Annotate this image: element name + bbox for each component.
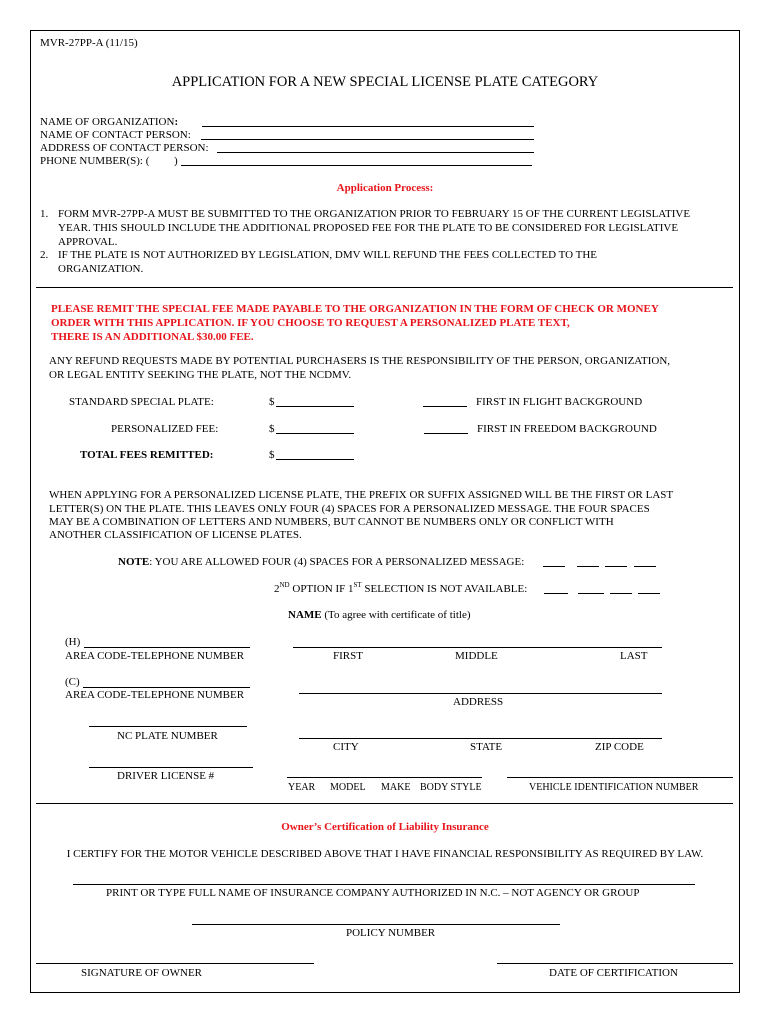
freedom-bg-checkbox[interactable] <box>424 433 468 434</box>
date-field[interactable] <box>497 963 733 964</box>
personalized-line1: WHEN APPLYING FOR A PERSONALIZED LICENSE PLATE, THE PREFIX OR SUFFIX ASSIGNED WILL BE THE FIRST OR LAST <box>49 489 674 501</box>
total-fees-label: TOTAL FEES REMITTED: <box>80 449 214 461</box>
nc-plate-label: NC PLATE NUMBER <box>117 730 218 742</box>
remit-line1: PLEASE REMIT THE SPECIAL FEE MADE PAYABLE TO THE ORGANIZATION IN THE FORM OF CHECK OR MONEY <box>51 303 659 315</box>
contact-person-label: NAME OF CONTACT PERSON: <box>40 129 191 141</box>
refund-line1: ANY REFUND REQUESTS MADE BY POTENTIAL PURCHASERS IS THE RESPONSIBILITY OF THE PERSON, ORGANIZATION, <box>49 355 671 367</box>
driver-license-field[interactable] <box>89 767 253 768</box>
process-item2-line2: ORGANIZATION. <box>58 263 144 275</box>
signature-field[interactable] <box>36 963 314 964</box>
certify-statement: I CERTIFY FOR THE MOTOR VEHICLE DESCRIBED ABOVE THAT I HAVE FINANCIAL RESPONSIBILITY AS REQUIRED BY LAW. <box>66 848 704 860</box>
process-item2-num: 2. <box>40 249 49 261</box>
policy-number-label: POLICY NUMBER <box>346 927 436 939</box>
phone-field[interactable] <box>181 165 532 166</box>
page-title: APPLICATION FOR A NEW SPECIAL LICENSE PLATE CATEGORY <box>171 74 599 90</box>
area-code-label-cell: AREA CODE-TELEPHONE NUMBER <box>65 689 245 701</box>
city-state-zip-field[interactable] <box>299 738 662 739</box>
message-char1-field[interactable] <box>543 566 565 567</box>
phone-label: PHONE NUMBER(S): ( <box>40 155 150 167</box>
message-char3-field[interactable] <box>605 566 627 567</box>
second-option-label: 2ND OPTION IF 1ST SELECTION IS NOT AVAILABLE: <box>274 581 528 595</box>
insurance-heading: Owner’s Certification of Liability Insurance <box>281 821 489 833</box>
contact-person-field[interactable] <box>201 139 534 140</box>
area-code-label-home: AREA CODE-TELEPHONE NUMBER <box>65 650 245 662</box>
vin-label: VEHICLE IDENTIFICATION NUMBER <box>529 782 699 793</box>
state-label: STATE <box>470 741 503 753</box>
middle-name-label: MIDDLE <box>455 650 498 662</box>
org-name-field[interactable] <box>202 126 534 127</box>
phone-paren: ) <box>174 155 178 167</box>
currency-symbol: $ <box>269 449 275 461</box>
date-label: DATE OF CERTIFICATION <box>549 967 678 979</box>
flight-bg-checkbox[interactable] <box>423 406 467 407</box>
address-field[interactable] <box>299 693 662 694</box>
option2-char1-field[interactable] <box>544 593 568 594</box>
process-item1-line2: YEAR. THIS SHOULD INCLUDE THE ADDITIONAL PROPOSED FEE FOR THE PLATE TO BE CONSIDERED FOR LEGISLATIVE <box>58 222 679 234</box>
personalized-fee-label: PERSONALIZED FEE: <box>111 423 219 435</box>
process-item1-line3: APPROVAL. <box>58 236 118 248</box>
city-label: CITY <box>333 741 359 753</box>
vin-field[interactable] <box>507 777 733 778</box>
org-label: NAME OF ORGANIZATION: <box>40 116 179 128</box>
zip-label: ZIP CODE <box>595 741 644 753</box>
cell-phone-prefix: (C) <box>65 676 80 688</box>
process-heading: Application Process: <box>336 182 434 194</box>
nc-plate-field[interactable] <box>89 726 247 727</box>
vehicle-info-field[interactable] <box>287 777 482 778</box>
form-number: MVR-27PP-A (11/15) <box>40 37 138 49</box>
process-item2-line1: IF THE PLATE IS NOT AUTHORIZED BY LEGISLATION, DMV WILL REFUND THE FEES COLLECTED TO THE <box>58 249 597 261</box>
cell-phone-field[interactable] <box>83 687 250 688</box>
insurance-company-field[interactable] <box>73 884 695 885</box>
standard-fee-field[interactable] <box>276 406 354 407</box>
flight-bg-label: FIRST IN FLIGHT BACKGROUND <box>476 396 643 408</box>
last-name-label: LAST <box>620 650 648 662</box>
year-label: YEAR <box>288 782 316 793</box>
standard-plate-label: STANDARD SPECIAL PLATE: <box>69 396 214 408</box>
note-text: NOTE: YOU ARE ALLOWED FOUR (4) SPACES FOR A PERSONALIZED MESSAGE: <box>118 556 525 568</box>
make-label: MAKE <box>381 782 411 793</box>
policy-number-field[interactable] <box>192 924 560 925</box>
message-char4-field[interactable] <box>634 566 656 567</box>
address-label: ADDRESS <box>453 696 504 708</box>
option2-char4-field[interactable] <box>638 593 660 594</box>
currency-symbol: $ <box>269 396 275 408</box>
section-divider <box>36 803 733 804</box>
first-name-label: FIRST <box>333 650 363 662</box>
section-divider <box>36 287 733 288</box>
model-label: MODEL <box>330 782 366 793</box>
body-style-label: BODY STYLE <box>420 782 482 793</box>
name-heading: NAME (To agree with certificate of title) <box>288 609 471 621</box>
process-item1-line1: FORM MVR-27PP-A MUST BE SUBMITTED TO THE ORGANIZATION PRIOR TO FEBRUARY 15 OF THE CURRENT LEGISLATIVE <box>58 208 691 220</box>
personalized-line3: MAY BE A COMBINATION OF LETTERS AND NUMBERS, BUT CANNOT BE NUMBERS ONLY OR CONFLICT WITH <box>49 516 614 528</box>
personalized-line4: ANOTHER CLASSIFICATION OF LICENSE PLATES. <box>49 529 302 541</box>
driver-license-label: DRIVER LICENSE # <box>117 770 215 782</box>
freedom-bg-label: FIRST IN FREEDOM BACKGROUND <box>477 423 657 435</box>
option2-char2-field[interactable] <box>578 593 604 594</box>
contact-address-field[interactable] <box>217 152 534 153</box>
message-char2-field[interactable] <box>577 566 599 567</box>
process-item1-num: 1. <box>40 208 49 220</box>
option2-char3-field[interactable] <box>610 593 632 594</box>
total-fees-field[interactable] <box>276 459 354 460</box>
remit-line2: ORDER WITH THIS APPLICATION. IF YOU CHOOSE TO REQUEST A PERSONALIZED PLATE TEXT, <box>51 317 570 329</box>
contact-address-label: ADDRESS OF CONTACT PERSON: <box>40 142 209 154</box>
personalized-fee-field[interactable] <box>276 433 354 434</box>
insurance-company-label: PRINT OR TYPE FULL NAME OF INSURANCE COMPANY AUTHORIZED IN N.C. – NOT AGENCY OR GROUP <box>106 887 640 899</box>
home-phone-prefix: (H) <box>65 636 81 648</box>
personalized-line2: LETTER(S) ON THE PLATE. THIS LEAVES ONLY FOUR (4) SPACES FOR A PERSONALIZED MESSAGE. THE FOUR SPACES <box>49 503 650 515</box>
remit-line3: THERE IS AN ADDITIONAL $30.00 FEE. <box>51 331 254 343</box>
refund-line2: OR LEGAL ENTITY SEEKING THE PLATE, NOT THE NCDMV. <box>49 369 352 381</box>
currency-symbol: $ <box>269 423 275 435</box>
home-phone-field[interactable] <box>84 647 250 648</box>
full-name-field[interactable] <box>293 647 662 648</box>
signature-label: SIGNATURE OF OWNER <box>81 967 202 979</box>
